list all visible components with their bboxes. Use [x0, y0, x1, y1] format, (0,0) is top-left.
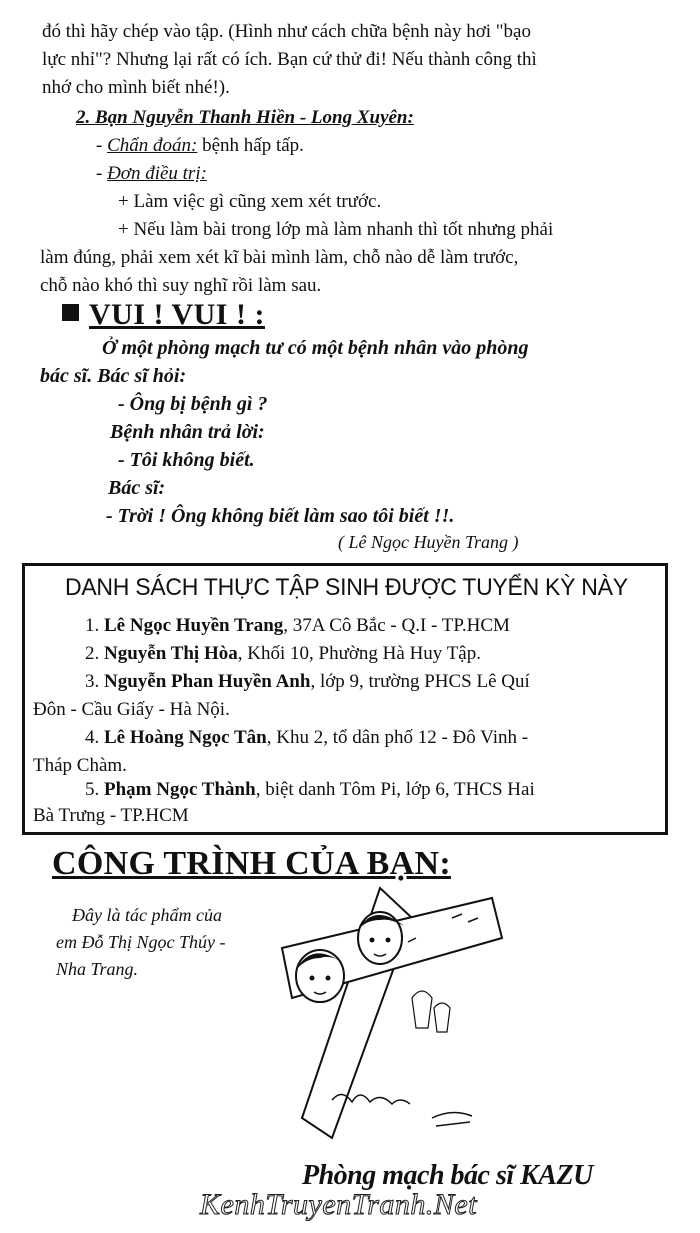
intern-list-box — [22, 563, 668, 835]
treatment-label-line: - Đơn điều trị: — [96, 163, 207, 184]
joke-line-4: Bệnh nhân trả lời: — [110, 421, 265, 443]
treatment-line-1: + Làm việc gì cũng xem xét trước. — [118, 191, 382, 212]
column-signature: Phòng mạch bác sĩ KAZU — [302, 1160, 593, 1191]
artwork-heading: CÔNG TRÌNH CỦA BẠN: — [52, 845, 451, 882]
treatment-label: Đơn điều trị: — [107, 163, 207, 184]
intern-item-3-cont: Đôn - Cầu Giấy - Hà Nội. — [33, 699, 230, 720]
joke-line-1: Ở một phòng mạch tư có một bệnh nhân vào phòng — [102, 337, 529, 359]
treatment-line-4: chỗ nào khó thì suy nghĩ rồi làm sau. — [40, 275, 322, 296]
intern-item-1: 1. Lê Ngọc Huyền Trang, 37A Cô Bắc - Q.I - TP.HCM — [85, 615, 510, 636]
artwork-caption-3: Nha Trang. — [56, 959, 139, 979]
treatment-line-3: làm đúng, phải xem xét kĩ bài mình làm, chỗ nào dễ làm trước, — [40, 247, 519, 268]
intern-list-title: DANH SÁCH THỰC TẬP SINH ĐƯỢC TUYỂN KỲ NÀY — [65, 574, 628, 601]
intern-item-4-cont: Tháp Chàm. — [33, 755, 127, 776]
joke-line-7: - Trời ! Ông không biết làm sao tôi biết !!. — [106, 505, 455, 527]
intro-line-3: nhớ cho mình biết nhé!). — [42, 77, 230, 98]
intern-item-3: 3. Nguyễn Phan Huyền Anh, lớp 9, trường PHCS Lê Quí — [85, 671, 530, 692]
square-bullet-icon — [62, 304, 79, 321]
intro-line-1: đó thì hãy chép vào tập. (Hình như cách chữa bệnh này hơi "bạo — [42, 21, 531, 42]
joke-line-5: - Tôi không biết. — [118, 449, 255, 471]
joke-line-2: bác sĩ. Bác sĩ hỏi: — [40, 365, 187, 387]
artwork-caption-1: Đây là tác phẩm của — [72, 905, 222, 925]
vui-heading-text: VUI ! VUI ! : — [89, 298, 265, 331]
reader-artwork-drawing — [262, 878, 512, 1158]
intro-line-2: lực nhỉ"? Nhưng lại rất có ích. Bạn cứ thử đi! Nếu thành công thì — [42, 49, 537, 70]
joke-line-6: Bác sĩ: — [108, 477, 166, 499]
diagnosis-label: Chẩn đoán: — [107, 135, 198, 156]
intern-item-2: 2. Nguyễn Thị Hòa, Khối 10, Phường Hà Huy Tập. — [85, 643, 481, 664]
site-watermark: KenhTruyenTranh.Net — [200, 1188, 478, 1221]
diagnosis-value: bệnh hấp tấp. — [197, 135, 304, 156]
treatment-line-2: + Nếu làm bài trong lớp mà làm nhanh thì tốt nhưng phải — [118, 219, 554, 240]
entry-2-heading: 2. Bạn Nguyễn Thanh Hiền - Long Xuyên: — [76, 107, 414, 128]
joke-line-3: - Ông bị bệnh gì ? — [118, 393, 268, 415]
diagnosis-line: - Chẩn đoán: bệnh hấp tấp. — [96, 135, 304, 156]
intern-item-4: 4. Lê Hoàng Ngọc Tân, Khu 2, tổ dân phố 12 - Đô Vinh - — [85, 727, 529, 748]
vui-heading — [62, 298, 265, 332]
artwork-caption-2: em Đỗ Thị Ngọc Thúy - — [56, 932, 226, 952]
intern-item-5: 5. Phạm Ngọc Thành, biệt danh Tôm Pi, lớp 6, THCS Hai — [85, 779, 535, 800]
intern-item-5-cont: Bà Trưng - TP.HCM — [33, 805, 189, 826]
joke-author: ( Lê Ngọc Huyền Trang ) — [338, 532, 519, 552]
